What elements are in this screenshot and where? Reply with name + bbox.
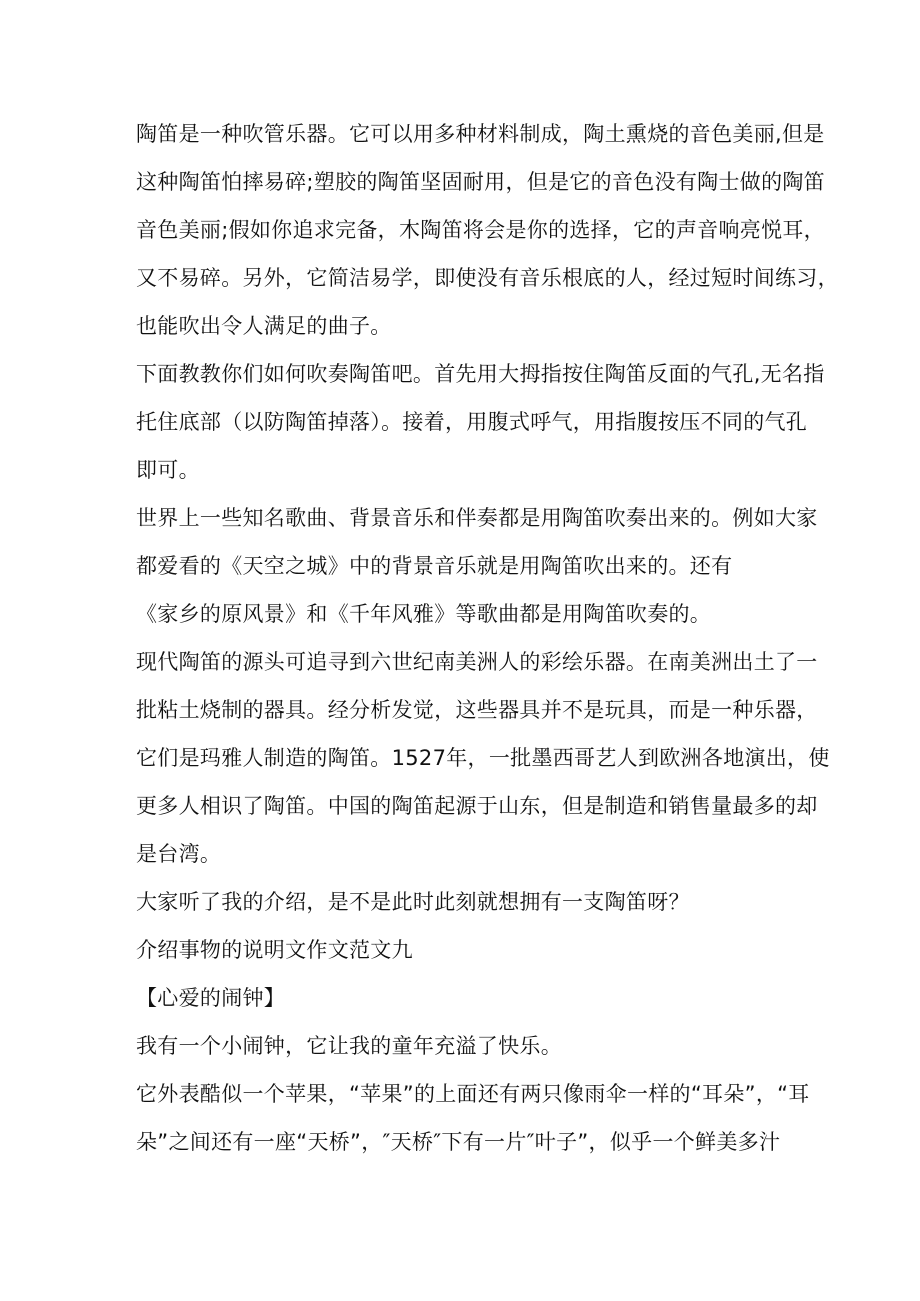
paragraph-line: 更多人相识了陶笛。中国的陶笛起源于山东，但是制造和销售量最多的却 xyxy=(136,794,818,818)
paragraph-line: 又不易碎。另外，它简洁易学，即使没有音乐根底的人，经过短时间练习， xyxy=(136,266,839,290)
paragraph-line: 大家听了我的介绍，是不是此时此刻就想拥有一支陶笛呀？ xyxy=(136,890,690,914)
paragraph-line: 陶笛是一种吹管乐器。它可以用多种材料制成，陶土熏烧的音色美丽,但是 xyxy=(136,122,825,146)
paragraph-line: 我有一个小闹钟，它让我的童年充溢了快乐。 xyxy=(136,1034,562,1058)
paragraph-line: 托住底部（以防陶笛掉落）。接着，用腹式呼气，用指腹按压不同的气孔 xyxy=(136,410,808,434)
paragraph-line: 《家乡的原风景》和《千年风雅》等歌曲都是用陶笛吹奏的。 xyxy=(136,602,712,626)
paragraph-line: 朵”之间还有一座“天桥”，″天桥″下有一片″叶子”，似乎一个鲜美多汁 xyxy=(136,1130,781,1154)
essay-title: 【心爱的闹钟】 xyxy=(136,986,286,1010)
paragraph-line: 下面教教你们如何吹奏陶笛吧。首先用大拇指按住陶笛反面的气孔,无名指 xyxy=(136,362,825,386)
paragraph-line: 音色美丽;假如你追求完备，木陶笛将会是你的选择，它的声音响亮悦耳， xyxy=(136,218,825,242)
paragraph-line: 也能吹出令人满足的曲子。 xyxy=(136,314,392,338)
paragraph-line: 都爱看的《天空之城》中的背景音乐就是用陶笛吹出来的。还有 xyxy=(136,554,733,578)
paragraph-line: 是台湾。 xyxy=(136,842,222,866)
paragraph-line: 即可。 xyxy=(136,458,200,482)
paragraph-line: 现代陶笛的源头可追寻到六世纪南美洲人的彩绘乐器。在南美洲出土了一 xyxy=(136,650,818,674)
paragraph-line: 这种陶笛怕摔易碎;塑胶的陶笛坚固耐用，但是它的音色没有陶士做的陶笛 xyxy=(136,170,825,194)
paragraph-line: 世界上一些知名歌曲、背景音乐和伴奏都是用陶笛吹奏出来的。例如大家 xyxy=(136,506,818,530)
paragraph-line: 它们是玛雅人制造的陶笛。1527年，一批墨西哥艺人到欧洲各地演出，使 xyxy=(136,746,830,770)
section-title: 介绍事物的说明文作文范文九 xyxy=(136,938,413,962)
paragraph-line: 它外表酷似一个苹果，“苹果”的上面还有两只像雨伞一样的“耳朵”，“耳 xyxy=(136,1082,810,1106)
paragraph-line: 批粘土烧制的器具。经分析发觉，这些器具并不是玩具，而是一种乐器， xyxy=(136,698,818,722)
